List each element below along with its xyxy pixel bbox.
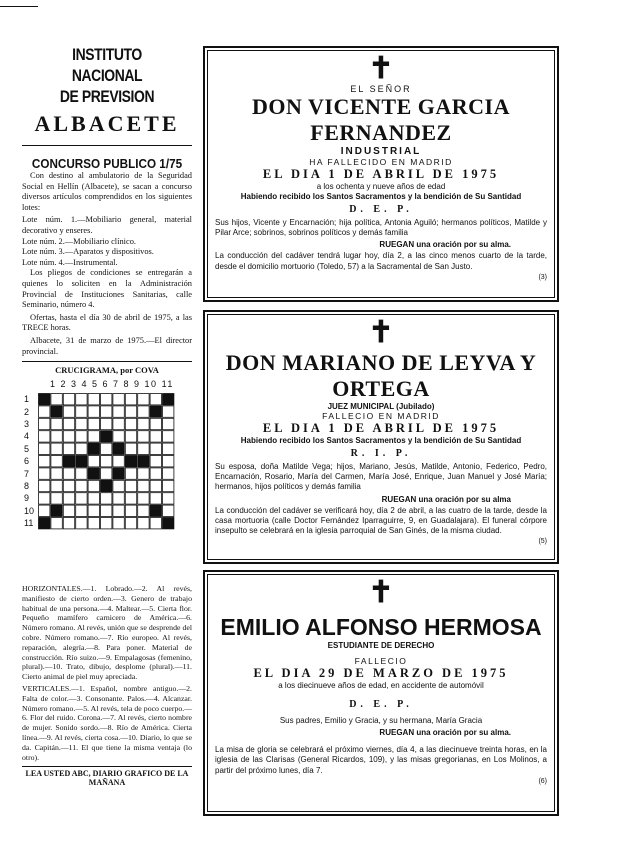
crossword-black-cell [88,443,99,454]
crossword-black-cell [39,394,50,405]
divider [22,361,192,362]
status: FALLECIO [354,656,408,666]
crossword-cell[interactable] [63,480,74,491]
crossword-cell[interactable] [138,480,149,491]
pliegos-text: Los pliegos de condiciones se entregarán a quienes lo soliciten en la Administración Provincial de Instituciones Sanitarias, calle Seminario, número 4. [22,268,192,310]
sacraments: Habiendo recibido los Santos Sacramentos y la bendición de Su Santidad [240,436,522,445]
family: Sus padres, Emilio y Gracia, y su hermana, María Gracia [279,716,483,725]
crossword-cell[interactable] [88,480,99,491]
crossword-cell[interactable] [113,518,124,529]
crossword-black-cell [39,518,50,529]
crossword-cell[interactable] [51,456,62,467]
crossword-cell[interactable] [88,505,99,516]
crossword-cell[interactable] [125,480,136,491]
crossword-black-cell [88,468,99,479]
crossword-black-cell [76,456,87,467]
horizontales-text: HORIZONTALES.—1. Lobrado.—2. Al revés, manifiesto de cierto orden.—3. Genero de trabajo habitual de una persona.—4. Maltear.—5. Cierta flor. Pequeño mamífero carnicero de América.—6. Número romano. Al revés, unión que se desprende del cobre. Número romano.—7. Río europeo. Al revés, reparación, alegría.—8. Para poner. Material de construcción. Río suizo.—9. Empalagosas (femenino, plural).—10. Trato, dibujo, desplome (plural).—11. Cierto animal de piel muy apreciada. [22,584,192,682]
deceased-name: EMILIO ALFONSO HERMOSA [220,614,542,640]
crossword-row-numbers [24,393,34,529]
crossword-cell[interactable] [150,518,161,529]
crossword-cell[interactable] [163,456,174,467]
institute-header [22,38,192,146]
crossword-cell[interactable] [163,443,174,454]
crossword-black-cell [101,431,112,442]
crossword-cell[interactable] [163,480,174,491]
cross-icon: ✝ [368,576,394,609]
concurso-text [22,171,192,357]
crossword-cell[interactable] [138,518,149,529]
crossword-cell[interactable] [39,418,50,429]
crossword-cell[interactable] [125,468,136,479]
crossword-cell[interactable] [88,431,99,442]
crossword-cell[interactable] [101,418,112,429]
crossword-black-cell [51,406,62,417]
reference: (5) [538,538,547,546]
crossword-cell[interactable] [63,443,74,454]
crossword-cell[interactable] [125,394,136,405]
crossword-cell[interactable] [113,493,124,504]
misas: La misa de gloria se celebrará el próximo viernes, día 4, a las diecinueve treinta horas, en la iglesia de las Clarisas (General Ricardos, 109), y las misas gregorianas, en Los Molinos, a partir del próximo lunes, día 7. [215,745,547,775]
crossword-cell[interactable] [138,418,149,429]
crossword-cell[interactable] [63,394,74,405]
crossword-cell[interactable] [39,468,50,479]
crossword-cell[interactable] [101,456,112,467]
prefix: EL SEÑOR [350,84,412,94]
crossword-black-cell [51,505,62,516]
crossword-cell[interactable] [76,493,87,504]
crossword-black-cell [125,456,136,467]
crossword-cell[interactable] [76,518,87,529]
row-number: 11 [24,518,34,529]
crossword-cell[interactable] [88,518,99,529]
family: Sus hijos, Vicente y Encarnación; hija política, Antonia Aguiló; hermanos políticos, Matilde y Pilar Arce; sobrinos, sobrinos políticos y demás familia [215,218,547,238]
crossword-cell[interactable] [163,468,174,479]
crossword-cell[interactable] [76,394,87,405]
verticales-text: VERTICALES.—1. Español, nombre antiguo.—2. Falta de color.—3. Consonante. Palos.—4. Alcanzar. Número romano.—5. Al revés, tela de poco cuerpo.—6. Flor del ruido. Corona.—7. Al revés, cierto nombre de mujer. Sonido sordo.—8. Río de América. Cierta línea.—9. Al revés, cierta cosa.—10. Diario, lo que se da. Capitán.—11. El que tiene la misma ventaja (lo otro). [22,684,192,762]
crossword-cell[interactable] [39,505,50,516]
row-number: 4 [24,431,30,442]
lote-item: Lote núm. 2.—Mobiliario clínico. [22,236,136,246]
crossword-cell[interactable] [138,431,149,442]
deceased-role: ESTUDIANTE DE DERECHO [327,641,435,650]
crossword-cell[interactable] [125,418,136,429]
crossword-cell[interactable] [76,443,87,454]
crossword-cell[interactable] [150,443,161,454]
top-rule [0,6,38,7]
crossword-cell[interactable] [163,406,174,417]
crossword-cell[interactable] [101,468,112,479]
concurso-title: CONCURSO PUBLICO 1/75 [31,156,183,171]
crossword-cell[interactable] [150,480,161,491]
crossword-cell[interactable] [51,443,62,454]
crossword-cell[interactable] [76,406,87,417]
crossword-cell[interactable] [76,468,87,479]
crossword-cell[interactable] [76,418,87,429]
crossword-cell[interactable] [63,468,74,479]
dep: D. E. P. [349,204,413,215]
crossword-cell[interactable] [113,456,124,467]
ofertas-text: Ofertas, hasta el día 30 de abril de 1975, a las TRECE horas. [22,312,192,333]
deceased-role: JUEZ MUNICIPAL (Jubilado) [327,402,435,411]
crossword-cell[interactable] [125,493,136,504]
lote-item: Lote núm. 4.—Instrumental. [22,257,118,267]
institute-line-2: DE PREVISION [59,87,155,106]
ruegan: RUEGAN una oración por su alma [381,494,511,504]
city-title: ALBACETE [34,111,180,136]
row-number: 10 [24,505,35,516]
crossword-cell[interactable] [76,505,87,516]
crossword-cell[interactable] [138,505,149,516]
deceased-name: DON VICENTE GARCIA FERNANDEZ [252,94,510,145]
crossword-cell[interactable] [163,418,174,429]
lote-item: Lote núm. 1.—Mobiliario general, material decorativo y enseres. [22,215,192,235]
cross-icon: ✝ [368,52,394,85]
row-number: 3 [24,418,30,429]
crossword-cell[interactable] [39,493,50,504]
crossword-cell[interactable] [125,505,136,516]
crossword-cell[interactable] [101,394,112,405]
crossword-cell[interactable] [113,406,124,417]
institute-line-1: INSTITUTO NACIONAL [71,45,143,85]
crossword-cell[interactable] [63,418,74,429]
crossword-cell[interactable] [101,443,112,454]
crossword-black-cell [113,468,124,479]
crossword-cell[interactable] [113,431,124,442]
crossword-cell[interactable] [101,406,112,417]
crossword-cell[interactable] [51,468,62,479]
crossword-cell[interactable] [51,493,62,504]
conduccion: La conducción del cadáver tendrá lugar hoy, día 2, a las cinco menos cuarto de la tarde, desde el domicilio mortuorio (Toledo, 57) a la Sacramental de San Justo. [215,251,547,271]
crossword-cell[interactable] [138,493,149,504]
sacraments: Habiendo recibido los Santos Sacramentos y la bendición de Su Santidad [240,192,522,201]
crossword-cell[interactable] [39,406,50,417]
crossword-cell[interactable] [88,493,99,504]
crossword-cell[interactable] [88,456,99,467]
intro-text: Con destino al ambulatorio de la Seguridad Social en Hellín (Albacete), se sacan a concurso diversos artículos comprendidos en los siguientes lotes: [22,171,192,212]
age: a los ochenta y nueve años de edad [316,182,446,191]
death-date: EL DIA 1 DE ABRIL DE 1975 [262,421,500,435]
left-column [22,38,192,858]
family: Su esposa, doña Matilde Vega; hijos, Mariano, Jesús, Matilde, Antonio, Federico, Pedro, Encarnación, Rosario, María del Carmen, María José, Enrique, Juan Manuel y José María; hermanos, hijos políticos y demás familia [215,462,547,492]
crossword-cell[interactable] [150,493,161,504]
crossword-cell[interactable] [125,431,136,442]
crossword [22,379,192,584]
reference: (3) [538,273,547,281]
crossword-black-cell [150,406,161,417]
crossword-cell[interactable] [113,418,124,429]
crossword-black-cell [63,456,74,467]
crossword-cell[interactable] [113,480,124,491]
crucigrama-title: CRUCIGRAMA, por COVA [55,365,159,376]
row-number: 6 [24,456,30,467]
row-number: 1 [24,394,30,405]
crossword-cell[interactable] [39,443,50,454]
crossword-cell[interactable] [150,468,161,479]
status: HA FALLECIDO EN MADRID [309,157,453,167]
crossword-cell[interactable] [101,505,112,516]
crossword-cell[interactable] [163,505,174,516]
crossword-black-cell [138,456,149,467]
row-number: 7 [24,468,30,479]
crossword-cell[interactable] [63,505,74,516]
crossword-cell[interactable] [63,493,74,504]
crossword-cell[interactable] [51,418,62,429]
crossword-cell[interactable] [150,456,161,467]
crossword-black-cell [163,394,174,405]
abc-footer: LEA USTED ABC, DIARIO GRAFICO DE LA MAÑANA [22,766,192,787]
crossword-cell[interactable] [51,431,62,442]
crossword-cell[interactable] [163,431,174,442]
row-number: 5 [24,443,30,454]
crossword-cell[interactable] [76,431,87,442]
crossword-cell[interactable] [138,468,149,479]
crossword-cell[interactable] [101,518,112,529]
crossword-cell[interactable] [39,456,50,467]
crossword-black-cell [150,505,161,516]
row-number: 9 [24,493,30,504]
crossword-cell[interactable] [150,431,161,442]
reference: (6) [538,777,547,785]
crossword-cell[interactable] [163,493,174,504]
crossword-cell[interactable] [39,480,50,491]
status: FALLECIO EN MADRID [322,411,440,421]
crossword-cell[interactable] [88,394,99,405]
crossword-cell[interactable] [51,394,62,405]
crossword-cell[interactable] [63,406,74,417]
cross-icon: ✝ [368,316,394,349]
crossword-black-cell [101,480,112,491]
crossword-cell[interactable] [125,406,136,417]
crossword-cell[interactable] [113,394,124,405]
signature-text: Albacete, 31 de marzo de 1975.—El director provincial. [22,335,192,356]
crossword-grid[interactable] [38,393,178,533]
conduccion: La conducción del cadáver se verificará hoy, día 2 de abril, a las cuatro de la tarde, desde la casa mortuoria (calle Doctor Fernández Iparraguirre, 9, en Guadalajara). El funeral córpore insepulto se celebrará en la iglesia parroquial de San Ginés, de la misma ciudad. [215,505,547,536]
crossword-cell[interactable] [51,518,62,529]
ruegan: RUEGAN una oración por su alma. [379,240,511,250]
obituary-emilio [203,570,559,816]
crossword-cell[interactable] [125,443,136,454]
crossword-cell[interactable] [101,493,112,504]
crossword-cell[interactable] [138,443,149,454]
crossword-cell[interactable] [125,518,136,529]
row-number: 2 [24,406,30,417]
crossword-cell[interactable] [63,518,74,529]
death-date: EL DIA 1 DE ABRIL DE 1975 [262,167,500,181]
dep: D. E. P. [349,699,413,710]
crossword-cell[interactable] [138,406,149,417]
deceased-name: DON MARIANO DE LEYVA Y ORTEGA [225,350,537,401]
crossword-cell[interactable] [39,431,50,442]
crossword-cell[interactable] [88,418,99,429]
crossword-cell[interactable] [76,480,87,491]
obituary-vicente [203,46,559,302]
crossword-cell[interactable] [51,480,62,491]
age: a los diecinueve años de edad, en accidente de automóvil [278,681,484,690]
crossword-cell[interactable] [138,394,149,405]
obituary-mariano [203,310,559,564]
crossword-column-numbers: 1 2 3 4 5 6 7 8 9 10 11 [50,379,174,390]
crossword-black-cell [163,518,174,529]
death-date: EL DIA 29 DE MARZO DE 1975 [253,666,509,680]
crossword-cell[interactable] [113,505,124,516]
crossword-cell[interactable] [150,418,161,429]
row-number: 8 [24,480,30,491]
crossword-cell[interactable] [63,431,74,442]
lote-item: Lote núm. 3.—Aparatos y dispositivos. [22,247,154,257]
deceased-role: INDUSTRIAL [340,146,422,157]
ruegan: RUEGAN una oración por su alma. [379,728,511,738]
crossword-cell[interactable] [150,394,161,405]
rip: R. I. P. [350,448,412,459]
crossword-cell[interactable] [88,406,99,417]
crossword-black-cell [113,443,124,454]
